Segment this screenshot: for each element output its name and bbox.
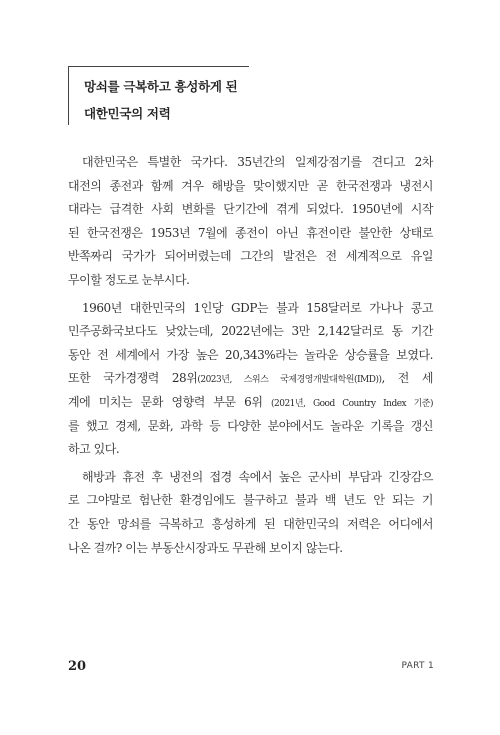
text-main: 계에 미치는 문화 영향력 부문 6위 <box>68 394 263 409</box>
text-line: 나온 걸까? 이는 부동산시장과도 무관해 보이지 않는다. <box>68 540 343 555</box>
text-line: 된 한국전쟁은 1953년 7월에 종전이 아닌 휴전이란 불안한 상태로 <box>68 225 433 240</box>
heading-line-2: 대한민국의 저력 <box>84 106 171 121</box>
text-line: 민주공화국보다도 낮았는데, 2022년에는 3만 2,142달러로 동 기간 <box>68 324 433 339</box>
text-line-mixed-2 <box>68 391 433 415</box>
text-line: 반쪽짜리 국가가 되어버렸는데 그간의 발전은 전 세계적으로 유일 <box>68 249 433 264</box>
text-line: 1960년 대한민국의 1인당 GDP는 불과 158달러로 가나나 콩고 <box>82 300 433 315</box>
text-line: 를 했고 경제, 문화, 과학 등 다양한 분야에서도 놀라운 기록을 갱신 <box>68 418 433 433</box>
text-line: 대한민국은 특별한 국가다. 35년간의 일제강점기를 견디고 2차 <box>82 155 433 169</box>
text-main: 또한 국가경쟁력 28위 <box>68 371 198 386</box>
page-number: 20 <box>68 659 87 674</box>
heading-line-1: 망쇠를 극복하고 흥성하게 된 <box>84 79 238 94</box>
text-line: 해방과 휴전 후 냉전의 접경 속에서 높은 군사비 부담과 긴장감으 <box>82 469 433 484</box>
text-line: 동안 전 세계에서 가장 높은 20,343%라는 놀라운 상승률을 보였다. <box>68 347 433 362</box>
footnote-source: (2023년, 스위스 국제경영개발대학원(IMD)) <box>197 375 382 386</box>
text-line: 대전의 종전과 함께 겨우 해방을 맞이했지만 곧 한국전쟁과 냉전시 <box>68 178 433 193</box>
paragraph-3 <box>68 466 433 560</box>
text-line: 하고 있다. <box>68 442 120 457</box>
text-line: 간 동안 망쇠를 극복하고 흥성하게 된 대한민국의 저력은 어디에서 <box>68 516 433 531</box>
text-line-mixed-1 <box>68 367 433 391</box>
text-line: 무이할 정도로 눈부시다. <box>68 272 190 287</box>
text-line: 대라는 급격한 사회 변화를 단기간에 겪게 되었다. 1950년에 시작 <box>68 202 433 217</box>
text-line: 로 그야말로 험난한 환경임에도 불구하고 불과 백 년도 안 되는 기 <box>68 493 433 508</box>
part-label: PART 1 <box>401 661 434 671</box>
footnote-source: (2021년, Good Country Index 기준) <box>270 398 433 409</box>
text-tail: , 전 세 <box>381 371 433 386</box>
paragraph-2 <box>68 297 433 462</box>
body-text <box>68 151 433 564</box>
paragraph-1 <box>68 151 433 293</box>
